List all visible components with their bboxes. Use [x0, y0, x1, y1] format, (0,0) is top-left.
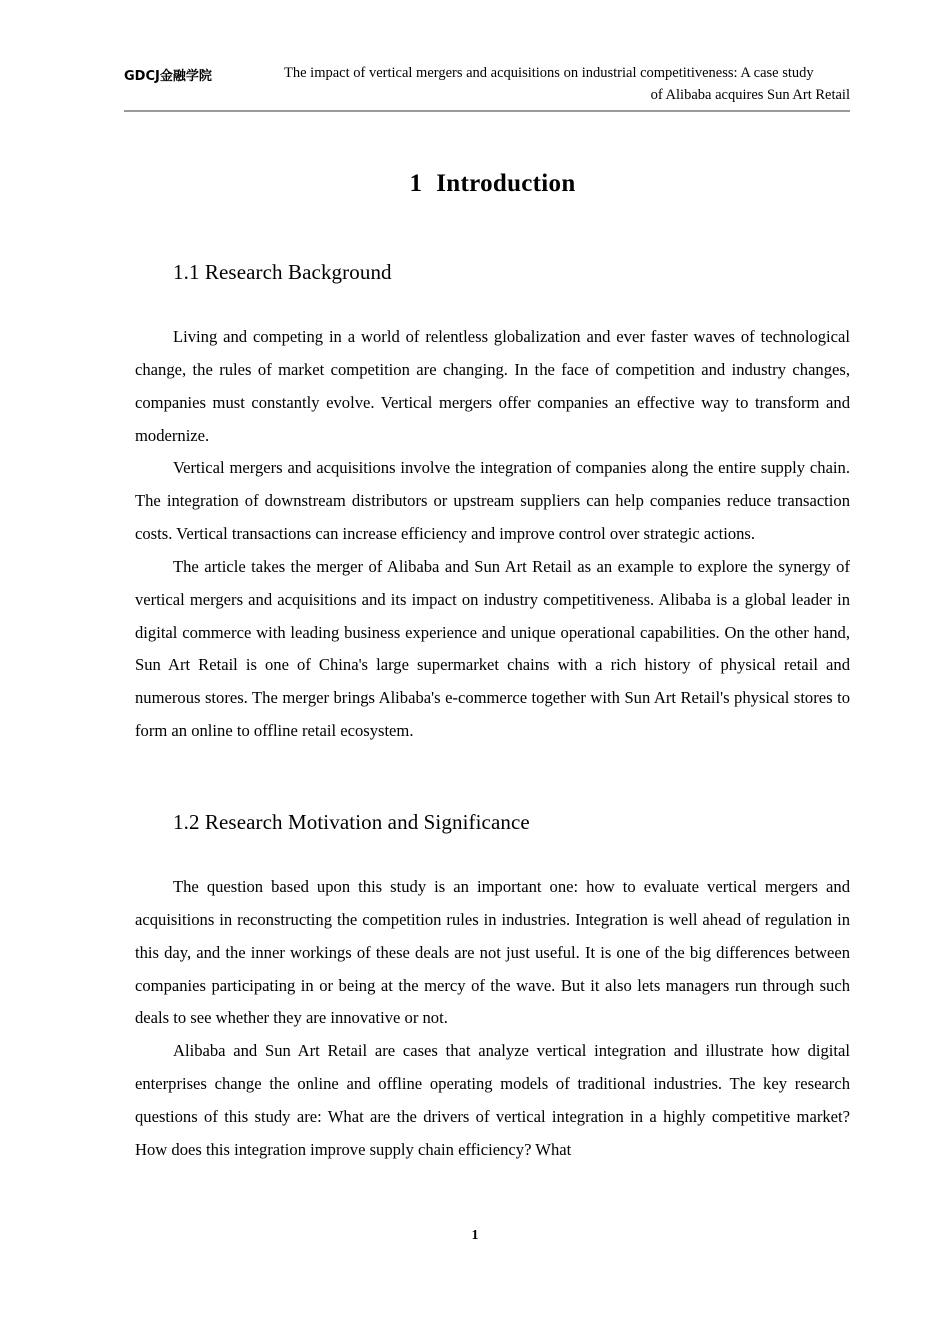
header-row	[124, 62, 850, 107]
chapter-title-text: Introduction	[436, 170, 576, 197]
page-header	[124, 62, 850, 112]
section-heading-1-1: 1.1 Research Background	[173, 260, 392, 284]
section-heading-1-2: 1.2 Research Motivation and Significance	[173, 809, 530, 834]
chapter-number: 1	[409, 170, 423, 197]
paragraph: Living and competing in a world of relentless globalization and ever faster waves of technological change, the rules of market competition are changing. In the face of competition and industry changes, companies must constantly evolve. Vertical mergers offer companies an effective way to transform and modernize.	[135, 327, 850, 445]
header-divider-rule	[124, 110, 850, 112]
chapter-heading	[135, 170, 850, 198]
institution-logo-text: GDCJ金融学院	[124, 69, 212, 84]
header-title-line-1: The impact of vertical mergers and acquisitions on industrial competitiveness: A case study	[284, 65, 814, 81]
paragraph: The question based upon this study is an important one: how to evaluate vertical mergers and acquisitions in reconstructing the competition rules in industries. Integration is well ahead of regulation in this day, and the inner workings of these deals are not just useful. It is one of the big differences between companies participating in or being at the mercy of the wave. But it also lets managers run through such deals to see whether they are innovative or not.	[135, 876, 850, 1028]
page-number: 1	[471, 1228, 479, 1243]
header-title-line-2: of Alibaba acquires Sun Art Retail	[650, 87, 850, 104]
paragraph: Vertical mergers and acquisitions involve the integration of companies along the entire supply chain. The integration of downstream distributors or upstream suppliers can help companies reduce transaction costs. Vertical transactions can increase efficiency and improve control over strategic actions.	[135, 458, 850, 544]
paragraph: The article takes the merger of Alibaba and Sun Art Retail as an example to explore the synergy of vertical mergers and acquisitions and its impact on industry competitiveness. Alibaba is a global leader in digital commerce with leading business experience and unique operational capabilities. On the other hand, Sun Art Retail is one of China's large supermarket chains with a rich history of physical retail and numerous stores. The merger brings Alibaba's e-commerce together with Sun Art Retail's physical stores to form an online to offline retail ecosystem.	[135, 556, 850, 741]
document-body	[135, 150, 850, 1167]
paragraph: Alibaba and Sun Art Retail are cases that analyze vertical integration and illustrate how digital enterprises change the online and offline operating models of traditional industries. The key research questions of this study are: What are the drivers of vertical integration in a highly competitive market? How does this integration improve supply chain efficiency? What	[135, 1041, 850, 1159]
header-title-block	[274, 62, 850, 107]
